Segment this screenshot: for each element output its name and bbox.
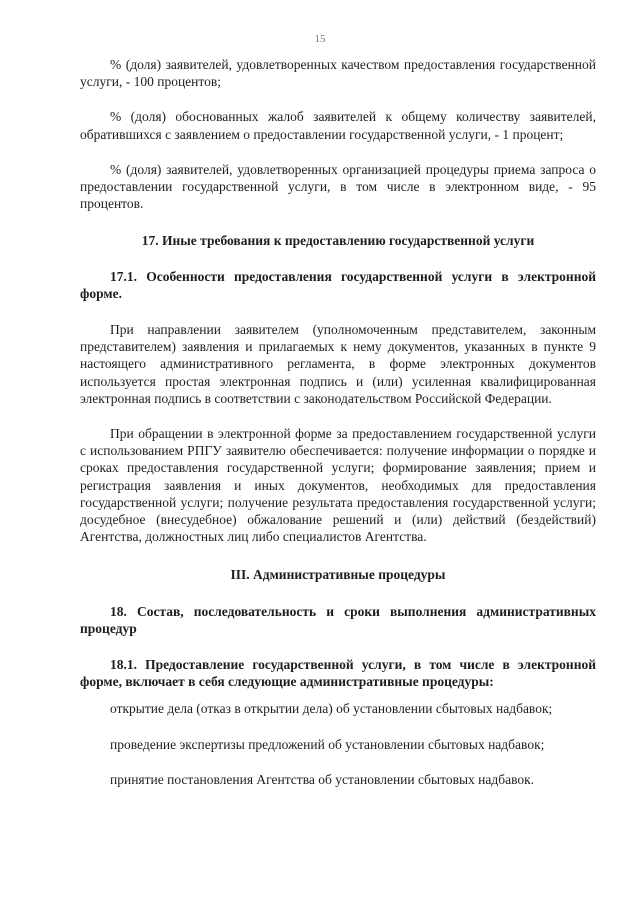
paragraph-electronic-signature: При направлении заявителем (уполномоченным представителем, законным представителем) заявления и прилагаемых к нему документов, указанных в пункте 9 настоящего административного регламента, в форме электронных документов используется простая электронная подпись и (или) усиленная квалифицированная электронная подпись в соответствии с законодательством Российской Федерации. xyxy=(80,322,596,406)
section-18-1-heading: 18.1. Предоставление государственной услуги, в том числе в электронной форме, включает в себя следующие административные процедуры: xyxy=(80,657,596,690)
section-iii-heading: III. Административные процедуры xyxy=(230,567,446,583)
procedure-list-item: проведение экспертизы предложений об установлении сбытовых надбавок; xyxy=(110,736,545,752)
section-18-heading: 18. Состав, последовательность и сроки выполнения административных процедур xyxy=(80,603,596,636)
page-number: 15 xyxy=(314,33,326,45)
procedure-list-item: принятие постановления Агентства об установлении сбытовых надбавок. xyxy=(110,771,535,787)
section-17-heading: 17. Иные требования к предоставлению государственной услуги xyxy=(141,233,535,249)
paragraph-rpgu-provision: При обращении в электронной форме за предоставлением государственной услуги с использованием РПГУ заявителю обеспечивается: получение информации о порядке и сроках предоставления государственной услуги; формирование заявления; прием и регистрация заявления и иных документов, необходимых для предоставления государственной услуги; получение результата предоставления государственной услуги; досудебное (внесудебное) обжалование решений и (или) действий (бездействий) Агентства, должностных лиц либо специалистов Агентства. xyxy=(80,426,596,545)
paragraph-satisfaction-quality: % (доля) заявителей, удовлетворенных качеством предоставления государственной услуги, - 100 процентов; xyxy=(80,57,596,90)
paragraph-complaints: % (доля) обоснованных жалоб заявителей к общему количеству заявителей, обратившихся с заявлением о предоставлении государственной услуги, - 1 процент; xyxy=(80,109,596,142)
document-body xyxy=(80,56,596,788)
paragraph-satisfaction-organization: % (доля) заявителей, удовлетворенных организацией процедуры приема запроса о предоставлении государственной услуги, в том числе в электронном виде, - 95 процентов. xyxy=(80,161,596,212)
procedure-list-item: открытие дела (отказ в открытии дела) об установлении сбытовых надбавок; xyxy=(110,701,553,717)
section-17-1-heading: 17.1. Особенности предоставления государственной услуги в электронной форме. xyxy=(80,268,596,301)
